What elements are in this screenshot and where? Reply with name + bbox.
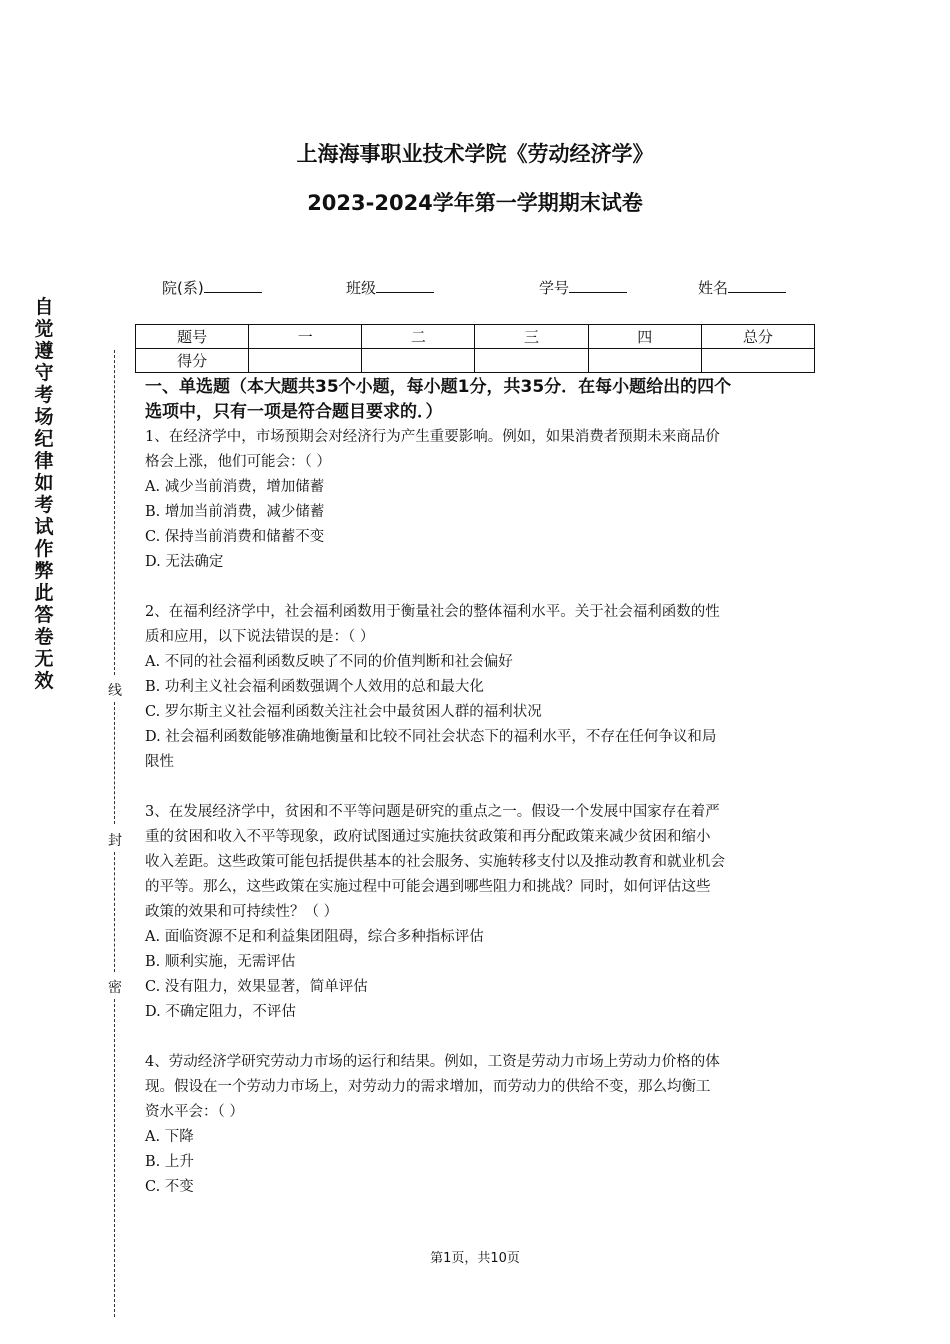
answer-option[interactable]: B. 顺利实施，无需评估 — [145, 954, 296, 970]
student-id-field[interactable] — [539, 277, 627, 298]
question-text: 4、劳动经济学研究劳动力市场的运行和结果。例如，工资是劳动力市场上劳动力价格的体 — [145, 1054, 720, 1070]
binding-dashed-line — [114, 852, 115, 972]
score-cell[interactable] — [249, 349, 362, 373]
student-id-label: 学号 — [539, 279, 570, 297]
margin-warning-char: 纪 — [34, 428, 54, 450]
question-text: 格会上涨，他们可能会：（ ） — [145, 454, 331, 470]
answer-option[interactable]: B. 功利主义社会福利函数强调个人效用的总和最大化 — [145, 679, 484, 695]
question-block — [145, 600, 815, 800]
margin-warning-char: 如 — [34, 472, 54, 494]
dept-blank[interactable] — [204, 278, 262, 293]
answer-option[interactable]: C. 罗尔斯主义社会福利函数关注社会中最贫困人群的福利状况 — [145, 704, 542, 720]
question-block — [145, 800, 815, 1050]
binding-dashed-line — [114, 999, 115, 1317]
score-cell[interactable] — [588, 349, 701, 373]
answer-option[interactable]: D. 社会福利函数能够准确地衡量和比较不同社会状态下的福利水平，不存在任何争议和局 — [145, 729, 717, 745]
margin-warning-char: 试 — [34, 516, 54, 538]
answer-option[interactable]: B. 上升 — [145, 1154, 194, 1170]
answer-option[interactable]: A. 面临资源不足和利益集团阻碍，综合多种指标评估 — [145, 929, 484, 945]
question-block — [145, 1050, 815, 1200]
question-text: 政策的效果和可持续性？（ ） — [145, 904, 339, 920]
margin-warning-char: 作 — [34, 538, 54, 560]
answer-option[interactable]: B. 增加当前消费，减少储蓄 — [145, 504, 325, 520]
margin-warning — [33, 296, 57, 692]
question-block — [145, 425, 815, 600]
margin-warning-char: 守 — [34, 362, 54, 384]
question-text: 资水平会：（ ） — [145, 1104, 244, 1120]
question-text: 1、在经济学中，市场预期会对经济行为产生重要影响。例如，如果消费者预期未来商品价 — [145, 429, 720, 445]
answer-option[interactable]: C. 没有阻力，效果显著，简单评估 — [145, 979, 368, 995]
question-list — [145, 425, 815, 1200]
answer-option[interactable]: D. 不确定阻力，不评估 — [145, 1004, 296, 1020]
margin-warning-char: 无 — [34, 648, 54, 670]
exam-title-line2: 2023-2024学年第一学期期末试卷 — [307, 191, 643, 215]
margin-warning-char: 自 — [34, 296, 54, 318]
class-blank[interactable] — [376, 278, 434, 293]
answer-option[interactable]: A. 不同的社会福利函数反映了不同的价值判断和社会偏好 — [145, 654, 513, 670]
score-header-cell: 二 — [362, 325, 475, 349]
question-text: 重的贫困和收入不平等现象，政府试图通过实施扶贫政策和再分配政策来减少贫困和缩小 — [145, 829, 711, 845]
question-text: 质和应用，以下说法错误的是：（ ） — [145, 629, 375, 645]
question-spacer — [145, 1025, 815, 1050]
score-header-cell: 总分 — [701, 325, 814, 349]
score-table — [135, 324, 815, 373]
class-field[interactable] — [346, 277, 434, 298]
score-header-cell: 三 — [475, 325, 588, 349]
class-label: 班级 — [346, 279, 377, 297]
exam-title-line1: 上海海事职业技术学院《劳动经济学》 — [296, 142, 654, 166]
score-cell[interactable] — [362, 349, 475, 373]
margin-warning-char: 律 — [34, 450, 54, 472]
name-blank[interactable] — [728, 278, 786, 293]
question-text: 收入差距。这些政策可能包括提供基本的社会服务、实施转移支付以及推动教育和就业机会 — [145, 854, 725, 870]
question-spacer — [145, 575, 815, 600]
score-table-score-row — [136, 349, 815, 373]
score-header-cell: 题号 — [136, 325, 249, 349]
name-field[interactable] — [698, 277, 786, 298]
section-heading: 选项中，只有一项是符合题目要求的．） — [145, 402, 443, 422]
margin-warning-char: 觉 — [34, 318, 54, 340]
binding-dashed-line — [114, 350, 115, 675]
binding-dashed-line — [114, 702, 115, 824]
dept-label: 院(系) — [162, 279, 204, 297]
question-text: 2、在福利经济学中，社会福利函数用于衡量社会的整体福利水平。关于社会福利函数的性 — [145, 604, 720, 620]
score-header-cell: 一 — [249, 325, 362, 349]
answer-option[interactable]: C. 保持当前消费和储蓄不变 — [145, 529, 325, 545]
answer-option[interactable]: 限性 — [145, 754, 174, 770]
margin-mark-line: 线 — [105, 680, 125, 700]
answer-option[interactable]: A. 减少当前消费，增加储蓄 — [145, 479, 325, 495]
margin-warning-char: 场 — [34, 406, 54, 428]
exam-content — [145, 375, 815, 1200]
margin-warning-char: 考 — [34, 384, 54, 406]
question-text: 3、在发展经济学中，贫困和不平等问题是研究的重点之一。假设一个发展中国家存在着严 — [145, 804, 720, 820]
margin-mark-secret: 密 — [105, 977, 125, 997]
name-label: 姓名 — [698, 279, 729, 297]
dept-field[interactable] — [162, 277, 262, 298]
section-heading: 一、单选题（本大题共35个小题，每小题1分，共35分．在每小题给出的四个 — [145, 377, 732, 397]
question-text: 现。假设在一个劳动力市场上，对劳动力的需求增加，而劳动力的供给不变，那么均衡工 — [145, 1079, 711, 1095]
margin-warning-char: 遵 — [34, 340, 54, 362]
margin-warning-char: 弊 — [34, 560, 54, 582]
answer-option[interactable]: A. 下降 — [145, 1129, 194, 1145]
margin-warning-char: 考 — [34, 494, 54, 516]
score-cell[interactable] — [475, 349, 588, 373]
score-header-cell: 四 — [588, 325, 701, 349]
score-cell[interactable] — [701, 349, 814, 373]
margin-warning-char: 答 — [34, 604, 54, 626]
margin-warning-char: 此 — [34, 582, 54, 604]
answer-option[interactable]: D. 无法确定 — [145, 554, 224, 570]
question-spacer — [145, 775, 815, 800]
score-row-label: 得分 — [136, 349, 249, 373]
margin-warning-char: 卷 — [34, 626, 54, 648]
margin-warning-char: 效 — [34, 670, 54, 692]
question-text: 的平等。那么，这些政策在实施过程中可能会遇到哪些阻力和挑战？同时，如何评估这些 — [145, 879, 711, 895]
answer-option[interactable]: C. 不变 — [145, 1179, 194, 1195]
student-id-blank[interactable] — [569, 278, 627, 293]
score-table-header-row — [136, 325, 815, 349]
page-footer: 第1页，共10页 — [430, 1251, 520, 1266]
margin-mark-seal: 封 — [105, 830, 125, 850]
